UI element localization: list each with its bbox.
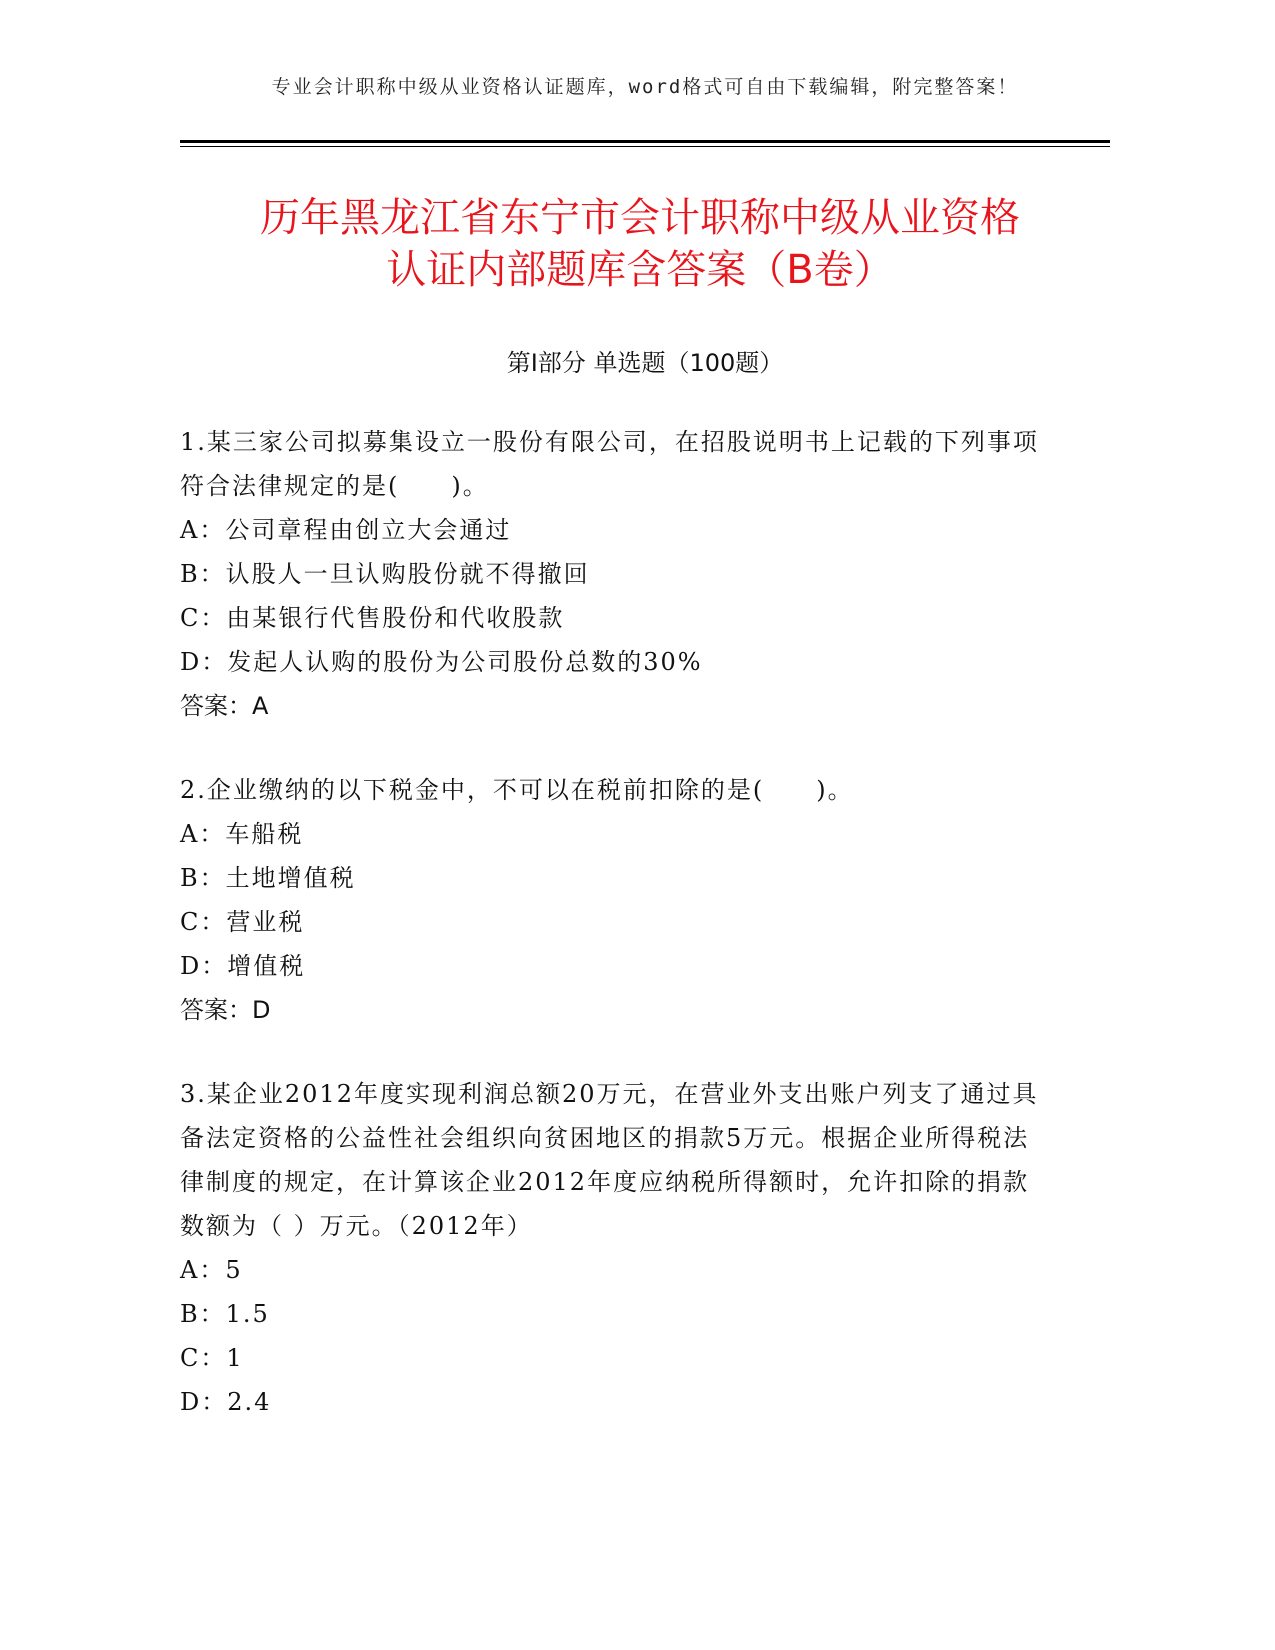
option-a: A：公司章程由创立大会通过 (180, 516, 512, 544)
option-b: B：土地增值税 (180, 864, 356, 892)
answer: 答案：A (180, 692, 269, 720)
question-1 (180, 420, 1110, 728)
title-line-2: 认证内部题库含答案（B卷） (386, 247, 894, 293)
option-d: D：发起人认购的股份为公司股份总数的30% (180, 648, 703, 676)
option-a: A：5 (180, 1256, 243, 1284)
question-2 (180, 768, 1110, 1032)
answer: 答案：D (180, 996, 271, 1024)
option-d: D：增值税 (180, 952, 306, 980)
option-b: B：认股人一旦认购股份就不得撤回 (180, 560, 590, 588)
option-c: C：由某银行代售股份和代收股款 (180, 604, 565, 632)
header-note: 专业会计职称中级从业资格认证题库，word格式可自由下载编辑，附完整答案！ (271, 76, 1019, 98)
section-title: 第I部分 单选题（100题） (506, 349, 784, 377)
option-b: B：1.5 (180, 1300, 270, 1328)
question-3 (180, 1072, 1110, 1424)
header-rule-thin (180, 146, 1110, 147)
question-stem: 3.某企业2012年度实现利润总额20万元，在营业外支出账户列支了通过具备法定资格的公益性社会组织向贫困地区的捐款5万元。根据企业所得税法律制度的规定，在计算该企业2012年度应纳税所得额时，允许扣除的捐款数额为（ ）万元。（2012年） (180, 1080, 1039, 1240)
document-title (160, 192, 1120, 296)
title-line-1: 历年黑龙江省东宁市会计职称中级从业资格 (260, 195, 1020, 241)
question-stem: 1.某三家公司拟募集设立一股份有限公司，在招股说明书上记载的下列事项符合法律规定的是( )。 (180, 428, 1039, 500)
option-c: C：营业税 (180, 908, 305, 936)
question-stem: 2.企业缴纳的以下税金中，不可以在税前扣除的是( )。 (180, 776, 854, 804)
option-a: A：车船税 (180, 820, 304, 848)
option-d: D：2.4 (180, 1388, 272, 1416)
header-rule-thick (180, 140, 1110, 143)
question-list (180, 420, 1110, 1464)
option-c: C：1 (180, 1344, 244, 1372)
